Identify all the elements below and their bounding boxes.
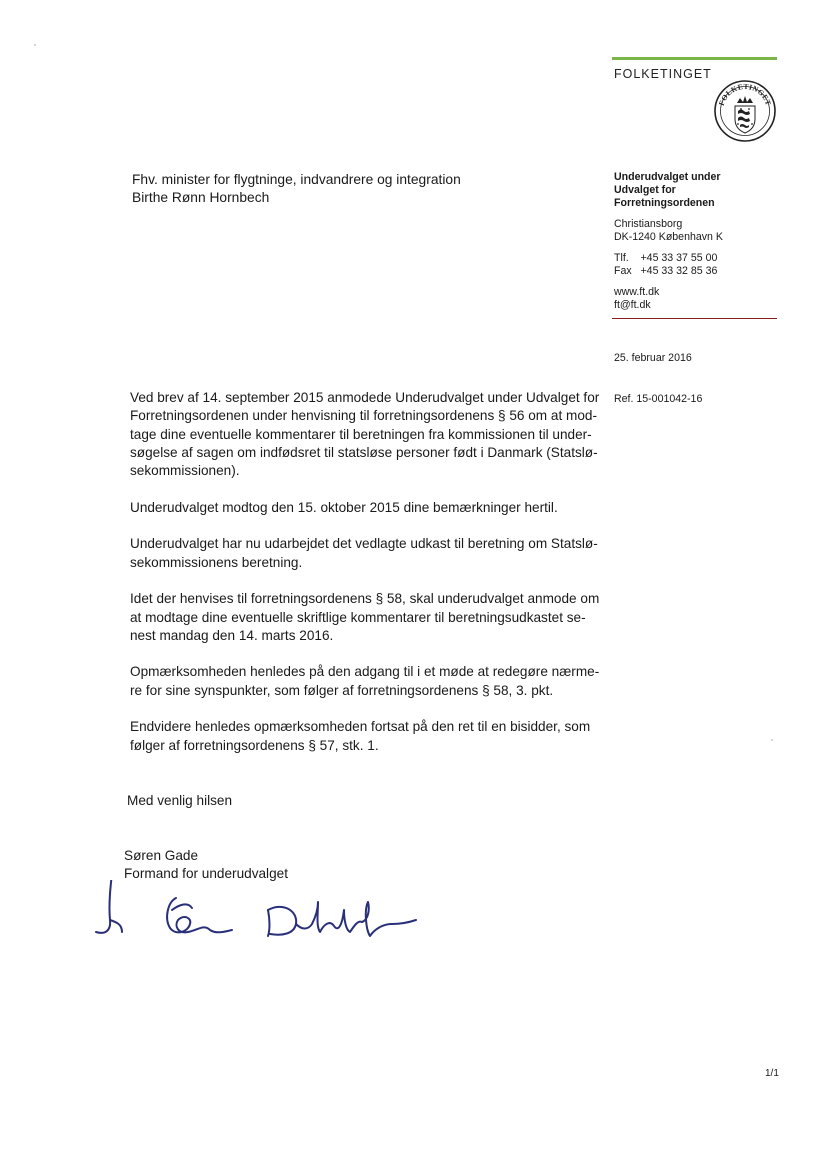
signer-name: Søren Gade xyxy=(124,848,199,863)
handwritten-signature xyxy=(92,880,422,950)
scan-speck xyxy=(34,44,36,46)
letter-date: 25. februar 2016 xyxy=(614,352,692,364)
sender-email-link[interactable]: ft@ft.dk xyxy=(614,299,651,311)
body-paragraph: Opmærksomheden henledes på den adgang til i et møde at redegøre nærme- re for sine synspunkter, som følger af forretningsordenens § 58, 3. pkt. xyxy=(130,664,600,698)
reference-number: Ref. 15-001042-16 xyxy=(614,393,703,405)
sender-fax: Fax +45 33 32 85 36 xyxy=(614,265,718,277)
parliament-seal-logo xyxy=(713,79,777,143)
sender-postal: DK-1240 København K xyxy=(614,231,723,243)
signer-block xyxy=(124,847,288,883)
body-paragraph: Idet der henvises til forretningsordenens § 58, skal underudvalget anmode om at modtage dine eventuelle skriftlige kommentarer til beretningsudkastet se- nest mandag den 14. marts 2016. xyxy=(130,591,600,643)
brand-name: FOLKETINGET xyxy=(614,67,712,81)
svg-text:FOLKETINGET: FOLKETINGET xyxy=(716,81,774,107)
recipient-name: Birthe Rønn Hornbech xyxy=(132,190,270,205)
scan-speck xyxy=(771,739,773,741)
page-number: 1/1 xyxy=(765,1068,779,1079)
sender-org-line: Udvalget for xyxy=(614,184,676,196)
sender-org-line: Forretningsordenen xyxy=(614,197,715,209)
sender-address: Christiansborg xyxy=(614,218,683,230)
sender-org-line: Underudvalget under xyxy=(614,171,721,183)
sender-phone: Tlf. +45 33 37 55 00 xyxy=(614,252,718,264)
sender-block xyxy=(614,171,784,312)
closing-salutation: Med venlig hilsen xyxy=(127,793,233,808)
signer-title: Formand for underudvalget xyxy=(124,866,288,881)
body-paragraph: Endvidere henledes opmærksomheden fortsat på den ret til en bisidder, som følger af forretningsordenens § 57, stk. 1. xyxy=(130,719,591,753)
brand-green-rule xyxy=(612,57,777,60)
recipient-title: Fhv. minister for flygtninge, indvandrere og integration xyxy=(132,172,461,187)
body-paragraph: Underudvalget modtog den 15. oktober 2015 dine bemærkninger hertil. xyxy=(130,499,558,515)
body-paragraph: Ved brev af 14. september 2015 anmodede Underudvalget under Udvalget for Forretningsordenen under henvisning til forretningsordenens § 56 om at mod- tage dine eventuelle kommentarer til beretningen fra kommissionen til under- søgelse af sagen om indfødsret til statsløse personer født i Danmark (Statslø- sekommissionen). xyxy=(130,390,600,479)
letter-body xyxy=(130,389,600,773)
sender-red-rule xyxy=(612,318,777,319)
sender-website-link[interactable]: www.ft.dk xyxy=(614,286,660,298)
body-paragraph: Underudvalget har nu udarbejdet det vedlagte udkast til beretning om Statslø- sekommissionens beretning. xyxy=(130,536,598,570)
recipient-block xyxy=(132,171,461,207)
